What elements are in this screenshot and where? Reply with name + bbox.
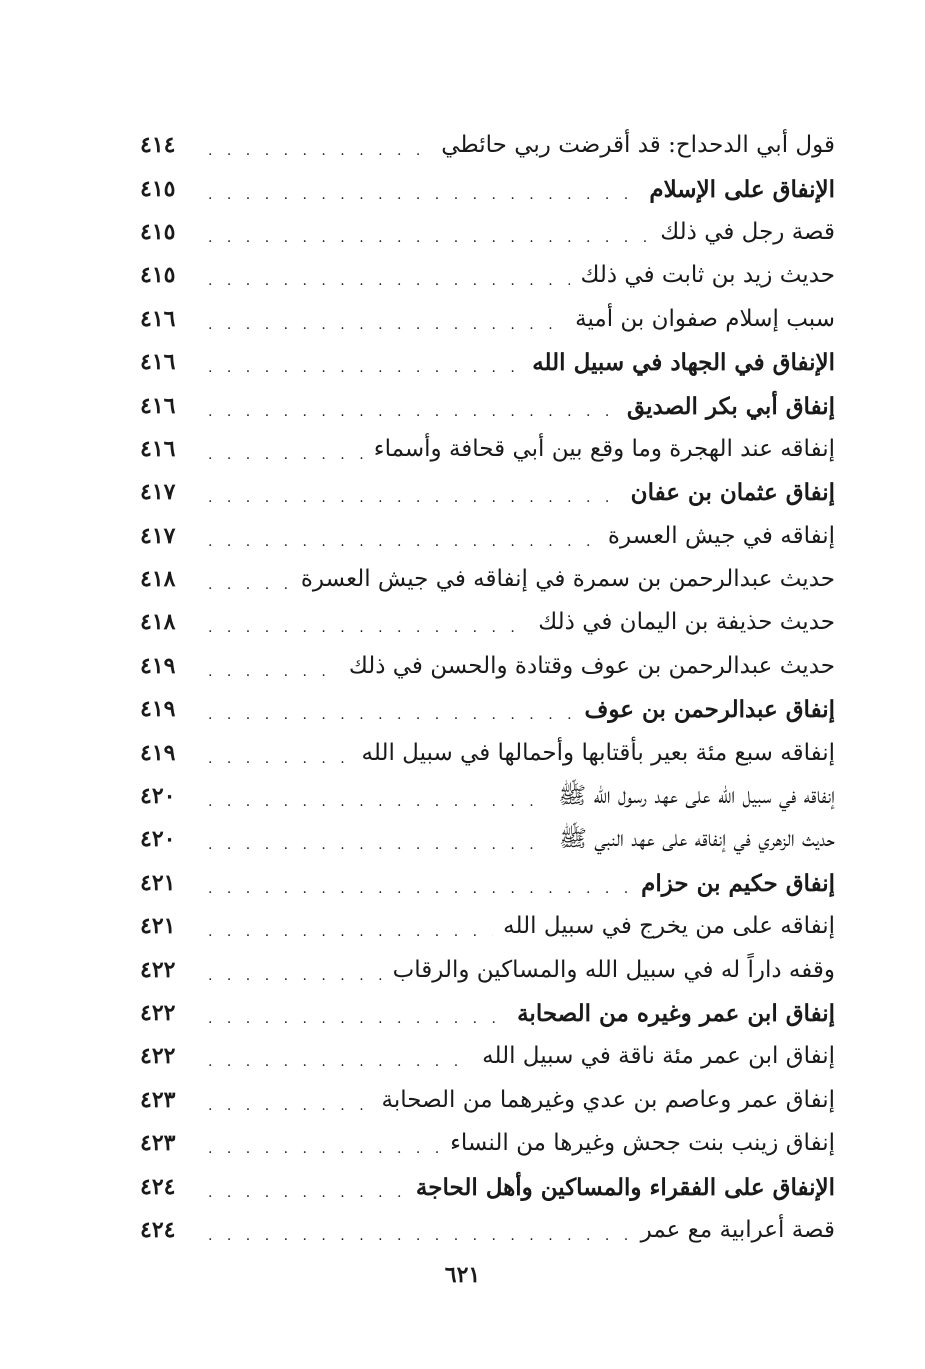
toc-entry-page: ٤١٨ [140, 566, 176, 593]
dot-leader [208, 124, 431, 167]
toc-entry [140, 515, 835, 558]
toc-entry-page: ٤١٧ [140, 522, 176, 549]
toc-entry-page: ٤٢٣ [140, 1130, 176, 1157]
toc-entry-title: إنفاق عثمان بن عفان [630, 479, 835, 507]
toc-section-heading [140, 862, 835, 905]
toc-entry-title: الإنفاق على الفقراء والمساكين وأهل الحاجة [415, 1173, 835, 1201]
toc-entry-page: ٤٢١ [140, 913, 176, 940]
toc-entry [140, 948, 835, 991]
toc-entry-title: إنفاق عمر وعاصم بن عدي وغيرهما من الصحابة [381, 1086, 835, 1113]
toc-entry [140, 211, 835, 254]
toc-entry-title: سبب إسلام صفوان بن أمية [575, 305, 835, 332]
toc-entry-title: إنفاقه في سبيل الله على عهد رسول الله ﷺ [558, 783, 835, 810]
toc-entry-title: وقفه داراً له في سبيل الله والمساكين والرقاب [392, 956, 835, 983]
dot-leader [208, 862, 631, 905]
toc-entry-page: ٤١٦ [140, 392, 176, 419]
dot-leader [208, 1209, 631, 1252]
page-number: ٦٢١ [444, 1262, 481, 1288]
dot-leader [208, 558, 291, 601]
toc-entry-page: ٤١٩ [140, 652, 176, 679]
toc-entry-page: ٤١٥ [140, 218, 176, 245]
toc-entry [140, 1122, 835, 1165]
toc-entry-title: حديث الزهري في إنفاقه على عهد النبي ﷺ [559, 826, 835, 853]
toc-entry-title: إنفاق أبي بكر الصديق [626, 392, 835, 420]
dot-leader [208, 515, 598, 558]
dot-leader [208, 601, 528, 644]
dot-leader [208, 1122, 440, 1165]
dot-leader [208, 688, 574, 731]
toc-entry-title: قول أبي الدحداح: قد أقرضت ربي حائطي [441, 132, 835, 159]
toc-entry-title: إنفاقه على من يخرج في سبيل الله [503, 913, 835, 940]
toc-entry-title: قصة رجل في ذلك [660, 218, 835, 245]
dot-leader [208, 341, 522, 384]
toc-section-heading [140, 1165, 835, 1208]
toc-entry-page: ٤٢٤ [140, 1173, 176, 1200]
toc-section-heading [140, 341, 835, 384]
toc-entry-page: ٤٢٠ [140, 783, 176, 810]
toc-entry-page: ٤١٦ [140, 305, 176, 332]
toc-entry [140, 254, 835, 297]
toc-entry [140, 1035, 835, 1078]
toc-section-heading [140, 167, 835, 210]
toc-entry-page: ٤١٩ [140, 696, 176, 723]
toc-section-heading [140, 992, 835, 1035]
dot-leader [208, 992, 507, 1035]
toc-entry-page: ٤١٧ [140, 479, 176, 506]
dot-leader [208, 211, 650, 254]
toc-entry-page: ٤٢١ [140, 869, 176, 896]
toc-entry-page: ٤٢٢ [140, 956, 176, 983]
dot-leader [208, 168, 639, 211]
toc-section-heading [140, 471, 835, 514]
toc-entry-title: إنفاقه سبع مئة بعير بأقتابها وأحمالها في سبيل الله [361, 739, 835, 766]
dot-leader [208, 1079, 371, 1122]
toc-entry-page: ٤٢٣ [140, 1086, 176, 1113]
dot-leader [208, 818, 549, 861]
toc-entry-title: حديث عبدالرحمن بن عوف وقتادة والحسن في ذلك [348, 652, 835, 679]
dot-leader [208, 254, 570, 297]
toc-entry [140, 124, 835, 167]
dot-leader [208, 1035, 472, 1078]
toc-entry [140, 731, 835, 774]
dot-leader [208, 775, 548, 818]
toc-entry-title: حديث زيد بن ثابت في ذلك [580, 262, 835, 289]
toc-entry-page: ٤١٦ [140, 435, 176, 462]
toc-entry [140, 775, 835, 818]
toc-entry-page: ٤١٤ [140, 132, 176, 159]
dot-leader [208, 905, 493, 948]
dot-leader [208, 1166, 406, 1209]
toc-entry [140, 1209, 835, 1252]
toc-entry [140, 1079, 835, 1122]
toc-entry [140, 818, 835, 861]
toc-entry-page: ٤٢٠ [140, 826, 176, 853]
toc-entry [140, 645, 835, 688]
toc-section-heading [140, 688, 835, 731]
toc-entry-title: إنفاقه عند الهجرة وما وقع بين أبي قحافة وأسماء [373, 435, 835, 462]
toc-entry-title: إنفاق ابن عمر مئة ناقة في سبيل الله [482, 1043, 835, 1070]
table-of-contents [140, 124, 835, 1252]
dot-leader [208, 732, 352, 775]
toc-entry [140, 601, 835, 644]
toc-entry [140, 558, 835, 601]
toc-entry-title: حديث حذيفة بن اليمان في ذلك [538, 609, 835, 636]
toc-entry [140, 298, 835, 341]
dot-leader [208, 471, 621, 514]
toc-entry-title: الإنفاق في الجهاد في سبيل الله [532, 349, 835, 377]
dot-leader [208, 949, 383, 992]
toc-entry-page: ٤١٥ [140, 262, 176, 289]
toc-entry-title: إنفاق عبدالرحمن بن عوف [584, 696, 835, 724]
toc-entry-title: الإنفاق على الإسلام [649, 175, 835, 203]
toc-entry-title: قصة أعرابية مع عمر [640, 1216, 835, 1243]
toc-entry-page: ٤١٨ [140, 609, 176, 636]
toc-entry-page: ٤١٥ [140, 175, 176, 202]
toc-section-heading [140, 384, 835, 427]
toc-entry-title: إنفاق حكيم بن حزام [641, 869, 835, 897]
toc-entry [140, 905, 835, 948]
toc-entry-page: ٤٢٢ [140, 1000, 176, 1026]
toc-entry-page: ٤٢٢ [140, 1043, 176, 1070]
toc-entry-page: ٤١٩ [140, 739, 176, 766]
dot-leader [208, 298, 565, 341]
toc-entry-title: إنفاق زينب بنت جحش وغيرها من النساء [450, 1130, 835, 1157]
toc-entry-page: ٤١٦ [140, 349, 176, 376]
toc-entry [140, 428, 835, 471]
toc-entry-title: حديث عبدالرحمن بن سمرة في إنفاقه في جيش العسرة [300, 566, 835, 593]
toc-entry-title: إنفاقه في جيش العسرة [607, 522, 835, 549]
dot-leader [208, 385, 617, 428]
dot-leader [208, 645, 339, 688]
toc-entry-title: إنفاق ابن عمر وغيره من الصحابة [517, 1000, 835, 1027]
dot-leader [208, 428, 364, 471]
toc-entry-page: ٤٢٤ [140, 1216, 176, 1243]
